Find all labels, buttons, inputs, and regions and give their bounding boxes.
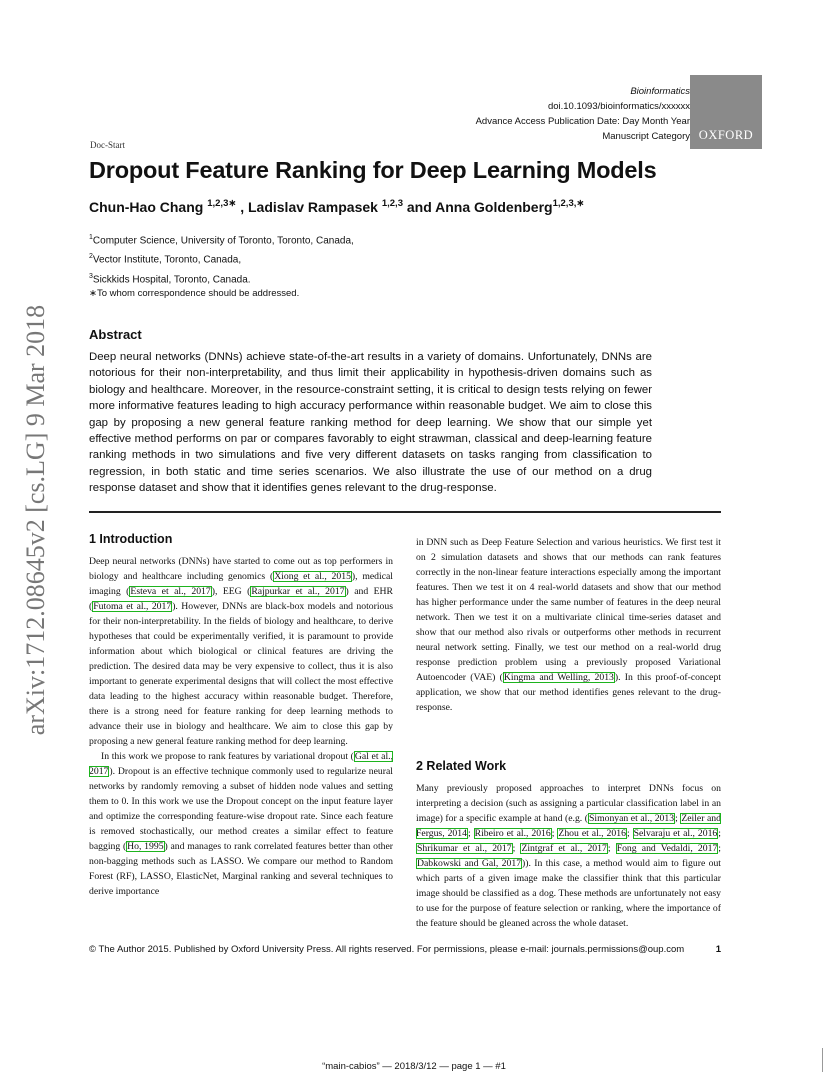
text-run: ; [467,828,474,839]
text-run: ), medical imaging ( [89,571,394,597]
author-name: Chun-Hao Chang [89,199,204,215]
text-run: ) and manages to rank correlated features better than other non-bagging methods such as LASSO. We compare our method to Random Forest (RF), LASSO, ElasticNet, Marginal ranking and several techniques to derive importance [89,841,393,897]
affiliation-item [89,249,354,268]
text-run: ; [718,843,721,854]
citation-link[interactable]: Selvaraju et al., 2016 [633,828,718,839]
affiliation-number: 1 [89,234,93,241]
author-separator: , [236,199,248,215]
affiliation-text: Vector Institute, Toronto, Canada, [92,254,242,266]
text-run: ; [551,828,558,839]
journal-header [470,84,690,144]
citation-link[interactable]: Zintgraf et al., 2017 [521,843,607,854]
intro-paragraph-2 [89,749,393,899]
oxford-logo [690,75,762,149]
citation-link[interactable]: Esteva et al., 2017 [130,586,211,597]
text-run: ), EEG ( [211,586,251,597]
affiliation-text: Computer Science, University of Toronto, Toronto, Canada, [92,235,354,247]
copyright-footer [89,944,721,955]
text-run: ; [607,843,616,854]
affiliation-number: 3 [89,272,93,280]
citation-link[interactable]: Futoma et al., 2017 [93,601,172,612]
running-footer: “main-cabios” — 2018/3/12 — page 1 — #1 [322,1061,506,1072]
intro-paragraph-1 [89,554,393,749]
text-run: ; [626,828,633,839]
manuscript-category: Manuscript Category [602,131,690,142]
citation-link[interactable]: Ribeiro et al., 2016 [474,828,551,839]
citation-link[interactable]: Ho, 1995 [127,841,164,852]
oxford-logo-text: OXFORD [698,128,754,142]
text-run: )). In this case, a method would aim to figure out which parts of a given image make the classifier think that this particular image should be classified as a dog. These methods are unfortunately not easy to use for the purpose of feature selection or ranking, where the importance of the feature should be gleaned across the whole dataset. [416,858,722,929]
copyright-text: © The Author 2015. Published by Oxford University Press. All rights reserved. For permissions, please e-mail: journals.permissions@oup.com [89,944,685,955]
author-separator: and [402,199,436,215]
section-divider [89,511,721,513]
affiliation-list [89,230,354,288]
citation-link[interactable]: Gal et al., 2017 [89,751,393,777]
affiliation-item [89,269,354,288]
section-heading-related-work: 2 Related Work [416,759,507,773]
citation-link[interactable]: Zeiler and Fergus, 2014 [416,813,721,839]
text-run: ; [675,813,681,824]
citation-link[interactable]: Shrikumar et al., 2017 [417,843,512,854]
author-affiliation-marker: 1,2,3,∗ [552,198,585,209]
arxiv-identifier-stamp: arXiv:1712.08645v2 [cs.LG] 9 Mar 2018 [21,304,50,736]
author-list [89,198,584,215]
citation-link[interactable]: Kingma and Welling, 2013 [503,672,614,683]
page-number: 1 [715,944,721,955]
text-run: Deep neural networks (DNNs) have started to come out as top performers in biology and healthcare including genomics ( [89,556,393,582]
abstract-heading: Abstract [89,327,142,342]
corner-mark [822,1048,823,1072]
author-name: Anna Goldenberg [435,199,553,215]
citation-link[interactable]: Fong and Vedaldi, 2017 [616,843,718,854]
text-run: ; [512,843,521,854]
doi-text: doi.10.1093/bioinformatics/xxxxxx [547,101,690,112]
citation-link[interactable]: Dabkowski and Gal, 2017 [417,858,522,869]
affiliation-text: Sickkids Hospital, Toronto, Canada. [92,273,251,285]
text-run: ) and EHR ( [89,586,393,612]
text-run: ). Dropout is an effective technique commonly used to regularize neural networks by randomly removing a subset of hidden node values and setting them to 0. In this work we use the Dropout concept on the input feature layer and optimize the corresponding feature-wise dropout rate. Since each feature is removed stochastically, our method creates a similar effect to feature bagging ( [89,766,393,852]
left-column [89,532,393,899]
author-affiliation-marker: 1,2,3∗ [207,198,237,209]
doc-start-marker: Doc-Start [90,140,125,150]
section-heading-introduction: 1 Introduction [89,532,173,546]
citation-link[interactable]: Xiong et al., 2015 [274,571,351,582]
author-affiliation-marker: 1,2,3 [381,198,403,209]
text-run: ; [718,828,721,839]
citation-link[interactable]: Zhou et al., 2016 [558,828,626,839]
right-column [416,535,721,931]
journal-name: Bioinformatics [630,86,690,97]
paper-title: Dropout Feature Ranking for Deep Learning Models [89,157,657,183]
intro-paragraph-3 [416,535,721,715]
text-run: ). However, DNNs are black-box models and notorious for their non-interpretability. In the fields of biology and healthcare, to derive hypotheses that could be experimentally verified, it is paramount to provide information about which biological or clinical features are driving the prediction. The desired data may be very expensive to collect, thus it is also important to generate experimental designs that will collect the most effective data leading to the highest accuracy within reasonable budget. Therefore, there is a strong need for feature ranking for deep learning methods to advance their use in biology and healthcare. We aim to close this gap by proposing a new general feature ranking method for deep learning. [89,601,393,747]
affiliation-number: 2 [89,253,93,261]
access-date-text: Advance Access Publication Date: Day Month Year [475,116,690,127]
author-name: Ladislav Rampasek [247,199,378,215]
text-run: in DNN such as Deep Feature Selection and various heuristics. We first test it on 2 simulation datasets and shows that our methods can rank features correctly in the non-linear feature interactions especially among the important features. Then we test it on 4 real-world datasets and show that our method has higher performance under the same number of features in the deep neural network. Then we test it on a multivariate clinical time-series dataset and show that our method also rivals or outperforms other methods in recurrent neural network setting. Finally, we test our method on a real-world drug response prediction problem using a previously proposed Variational Autoencoder (VAE) ( [416,537,721,683]
text-run: ). In this proof-of-concept application, we show that our method identifies genes relevant to the drug-response. [416,672,722,713]
citation-link[interactable]: Rajpurkar et al., 2017 [251,586,345,597]
citation-link[interactable]: Simonyan et al., 2013 [588,813,675,824]
text-run: Many previously proposed approaches to interpret DNNs focus on interpreting a decision (such as assigning a particular classification label in an image) for a specific example at hand (e.g. ( [416,783,721,824]
abstract-text: Deep neural networks (DNNs) achieve state-of-the-art results in a variety of domains. Unfortunately, DNNs are notorious for their non-interpretability, and thus limit their applicability in hypothesis-driven domains such as biology and healthcare. Moreover, in the resource-constraint setting, it is critical to design tests relying on fewer more informative features leading to high accuracy performance within reasonable budget. We aim to close this gap by proposing a new general feature ranking method for deep learning. We show that our simple yet effective method performs on par or compares favorably to eight strawman, classical and deep-learning feature ranking methods in two simulations and five very different datasets on tasks ranging from classification to regression, in both static and time series scenarios. We also illustrate the use of our method on a drug response dataset and show that it identifies genes relevant to the drug-response. [89,351,652,495]
affiliation-item [89,230,354,249]
related-paragraph-1 [416,781,721,931]
text-run: In this work we propose to rank features by variational dropout ( [101,751,354,762]
correspondence-note: ∗To whom correspondence should be addressed. [89,288,300,299]
